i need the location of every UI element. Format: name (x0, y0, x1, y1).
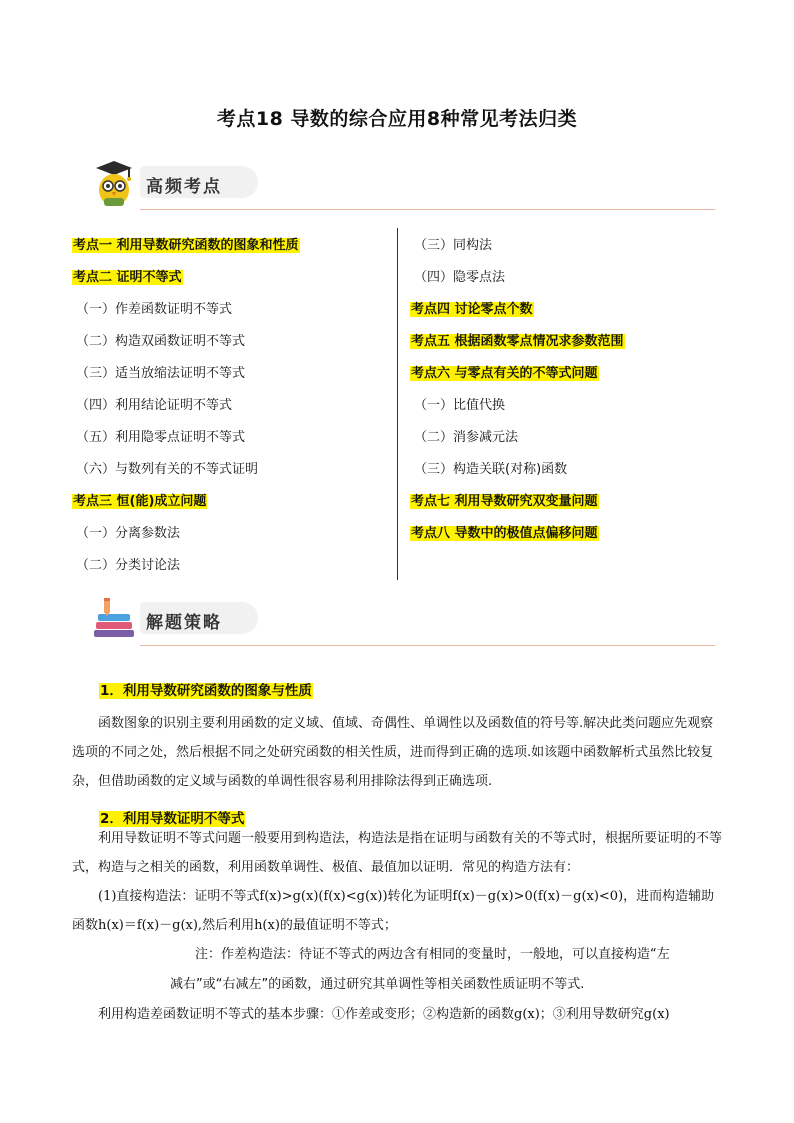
subtopic-item: （一）分离参数法 (76, 526, 181, 541)
subtopic-item: （三）同构法 (414, 238, 493, 253)
subtopic-item: （一）比值代换 (414, 398, 506, 413)
topic-row (410, 396, 625, 428)
section-banner-strategy (90, 594, 715, 650)
subtopic-item: （三）适当放缩法证明不等式 (76, 366, 246, 381)
topic-row (72, 300, 300, 332)
topic-row (410, 492, 625, 524)
banner-label: 解题策略 (146, 613, 222, 633)
banner-underline (140, 645, 715, 646)
topic-row (72, 268, 300, 300)
topic-row (72, 396, 300, 428)
subtopic-item: （二）消参减元法 (414, 430, 519, 445)
subtopic-item: （二）构造双函数证明不等式 (76, 334, 246, 349)
section-2-note-line-2: 减右”或“右减左”的函数，通过研究其单调性等相关函数性质证明不等式. (170, 977, 585, 992)
graduate-owl-icon (90, 158, 138, 210)
topic-heading: 考点七 利用导数研究双变量问题 (411, 494, 598, 509)
section-1-paragraph: 函数图象的识别主要利用函数的定义域、值域、奇偶性、单调性以及函数值的符号等.解决此类问题应先观察选项的不同之处，然后根据不同之处研究函数的相关性质，进而得到正确的选项.如该题中函数解析式虽然比较复杂，但借助函数的定义域与函数的单调性很容易利用排除法得到正确选项. (72, 716, 714, 789)
subtopic-item: （四）隐零点法 (414, 270, 506, 285)
topic-row (72, 460, 300, 492)
subtopic-item: （六）与数列有关的不等式证明 (76, 462, 259, 477)
topic-row (410, 332, 625, 364)
subtopic-item: （五）利用隐零点证明不等式 (76, 430, 246, 445)
topic-heading: 考点四 讨论零点个数 (411, 302, 533, 317)
section-2-paragraph-1: 利用导数证明不等式问题一般要用到构造法，构造法是指在证明与函数有关的不等式时，根据所要证明的不等式，构造与之相关的函数，利用函数单调性、极值、最值加以证明．常见的构造方法有： (72, 831, 723, 875)
topic-row (410, 364, 625, 396)
topic-row (410, 300, 625, 332)
topic-row (410, 428, 625, 460)
topic-row (72, 428, 300, 460)
section-heading-1: 1．利用导数研究函数的图象与性质 (100, 683, 312, 699)
topic-row (410, 524, 625, 556)
topic-heading: 考点八 导数中的极值点偏移问题 (411, 526, 598, 541)
banner-label: 高频考点 (146, 177, 222, 197)
banner-underline (140, 209, 715, 210)
topic-row (410, 268, 625, 300)
subtopic-item: （一）作差函数证明不等式 (76, 302, 233, 317)
topic-list-left (72, 236, 300, 588)
books-pencil-icon (90, 594, 138, 646)
topic-heading: 考点五 根据函数零点情况求参数范围 (411, 334, 624, 349)
topic-row (72, 556, 300, 588)
page-title: 考点18 导数的综合应用8种常见考法归类 (216, 108, 578, 130)
topic-row (410, 460, 625, 492)
topic-list-right (410, 236, 625, 556)
section-2-paragraph-2: (1)直接构造法：证明不等式f(x)>g(x)(f(x)<g(x))转化为证明f(x)－g(x)>0(f(x)－g(x)<0)，进而构造辅助函数h(x)＝f(x)－g(x),然后利用h(x)的最值证明不等式； (72, 889, 715, 933)
section-2-note-line-1: 注：作差构造法：待证不等式的两边含有相同的变量时，一般地，可以直接构造“左 (195, 947, 670, 962)
section-2-paragraph-3: 利用构造差函数证明不等式的基本步骤：①作差或变形；②构造新的函数g(x)；③利用导数研究g(x) (98, 1007, 670, 1022)
topic-row (72, 236, 300, 268)
column-divider (397, 228, 398, 580)
subtopic-item: （三）构造关联(对称)函数 (414, 462, 568, 477)
subtopic-item: （四）利用结论证明不等式 (76, 398, 233, 413)
topic-heading: 考点三 恒(能)成立问题 (73, 494, 207, 509)
topic-row (72, 364, 300, 396)
topic-row (72, 332, 300, 364)
topic-heading: 考点二 证明不等式 (73, 270, 182, 285)
topic-row (72, 524, 300, 556)
topic-row (72, 492, 300, 524)
topic-heading: 考点六 与零点有关的不等式问题 (411, 366, 598, 381)
subtopic-item: （二）分类讨论法 (76, 558, 181, 573)
section-banner-frequent (90, 158, 715, 214)
topic-row (410, 236, 625, 268)
section-heading-2: 2．利用导数证明不等式 (100, 811, 245, 827)
topic-heading: 考点一 利用导数研究函数的图象和性质 (73, 238, 299, 253)
